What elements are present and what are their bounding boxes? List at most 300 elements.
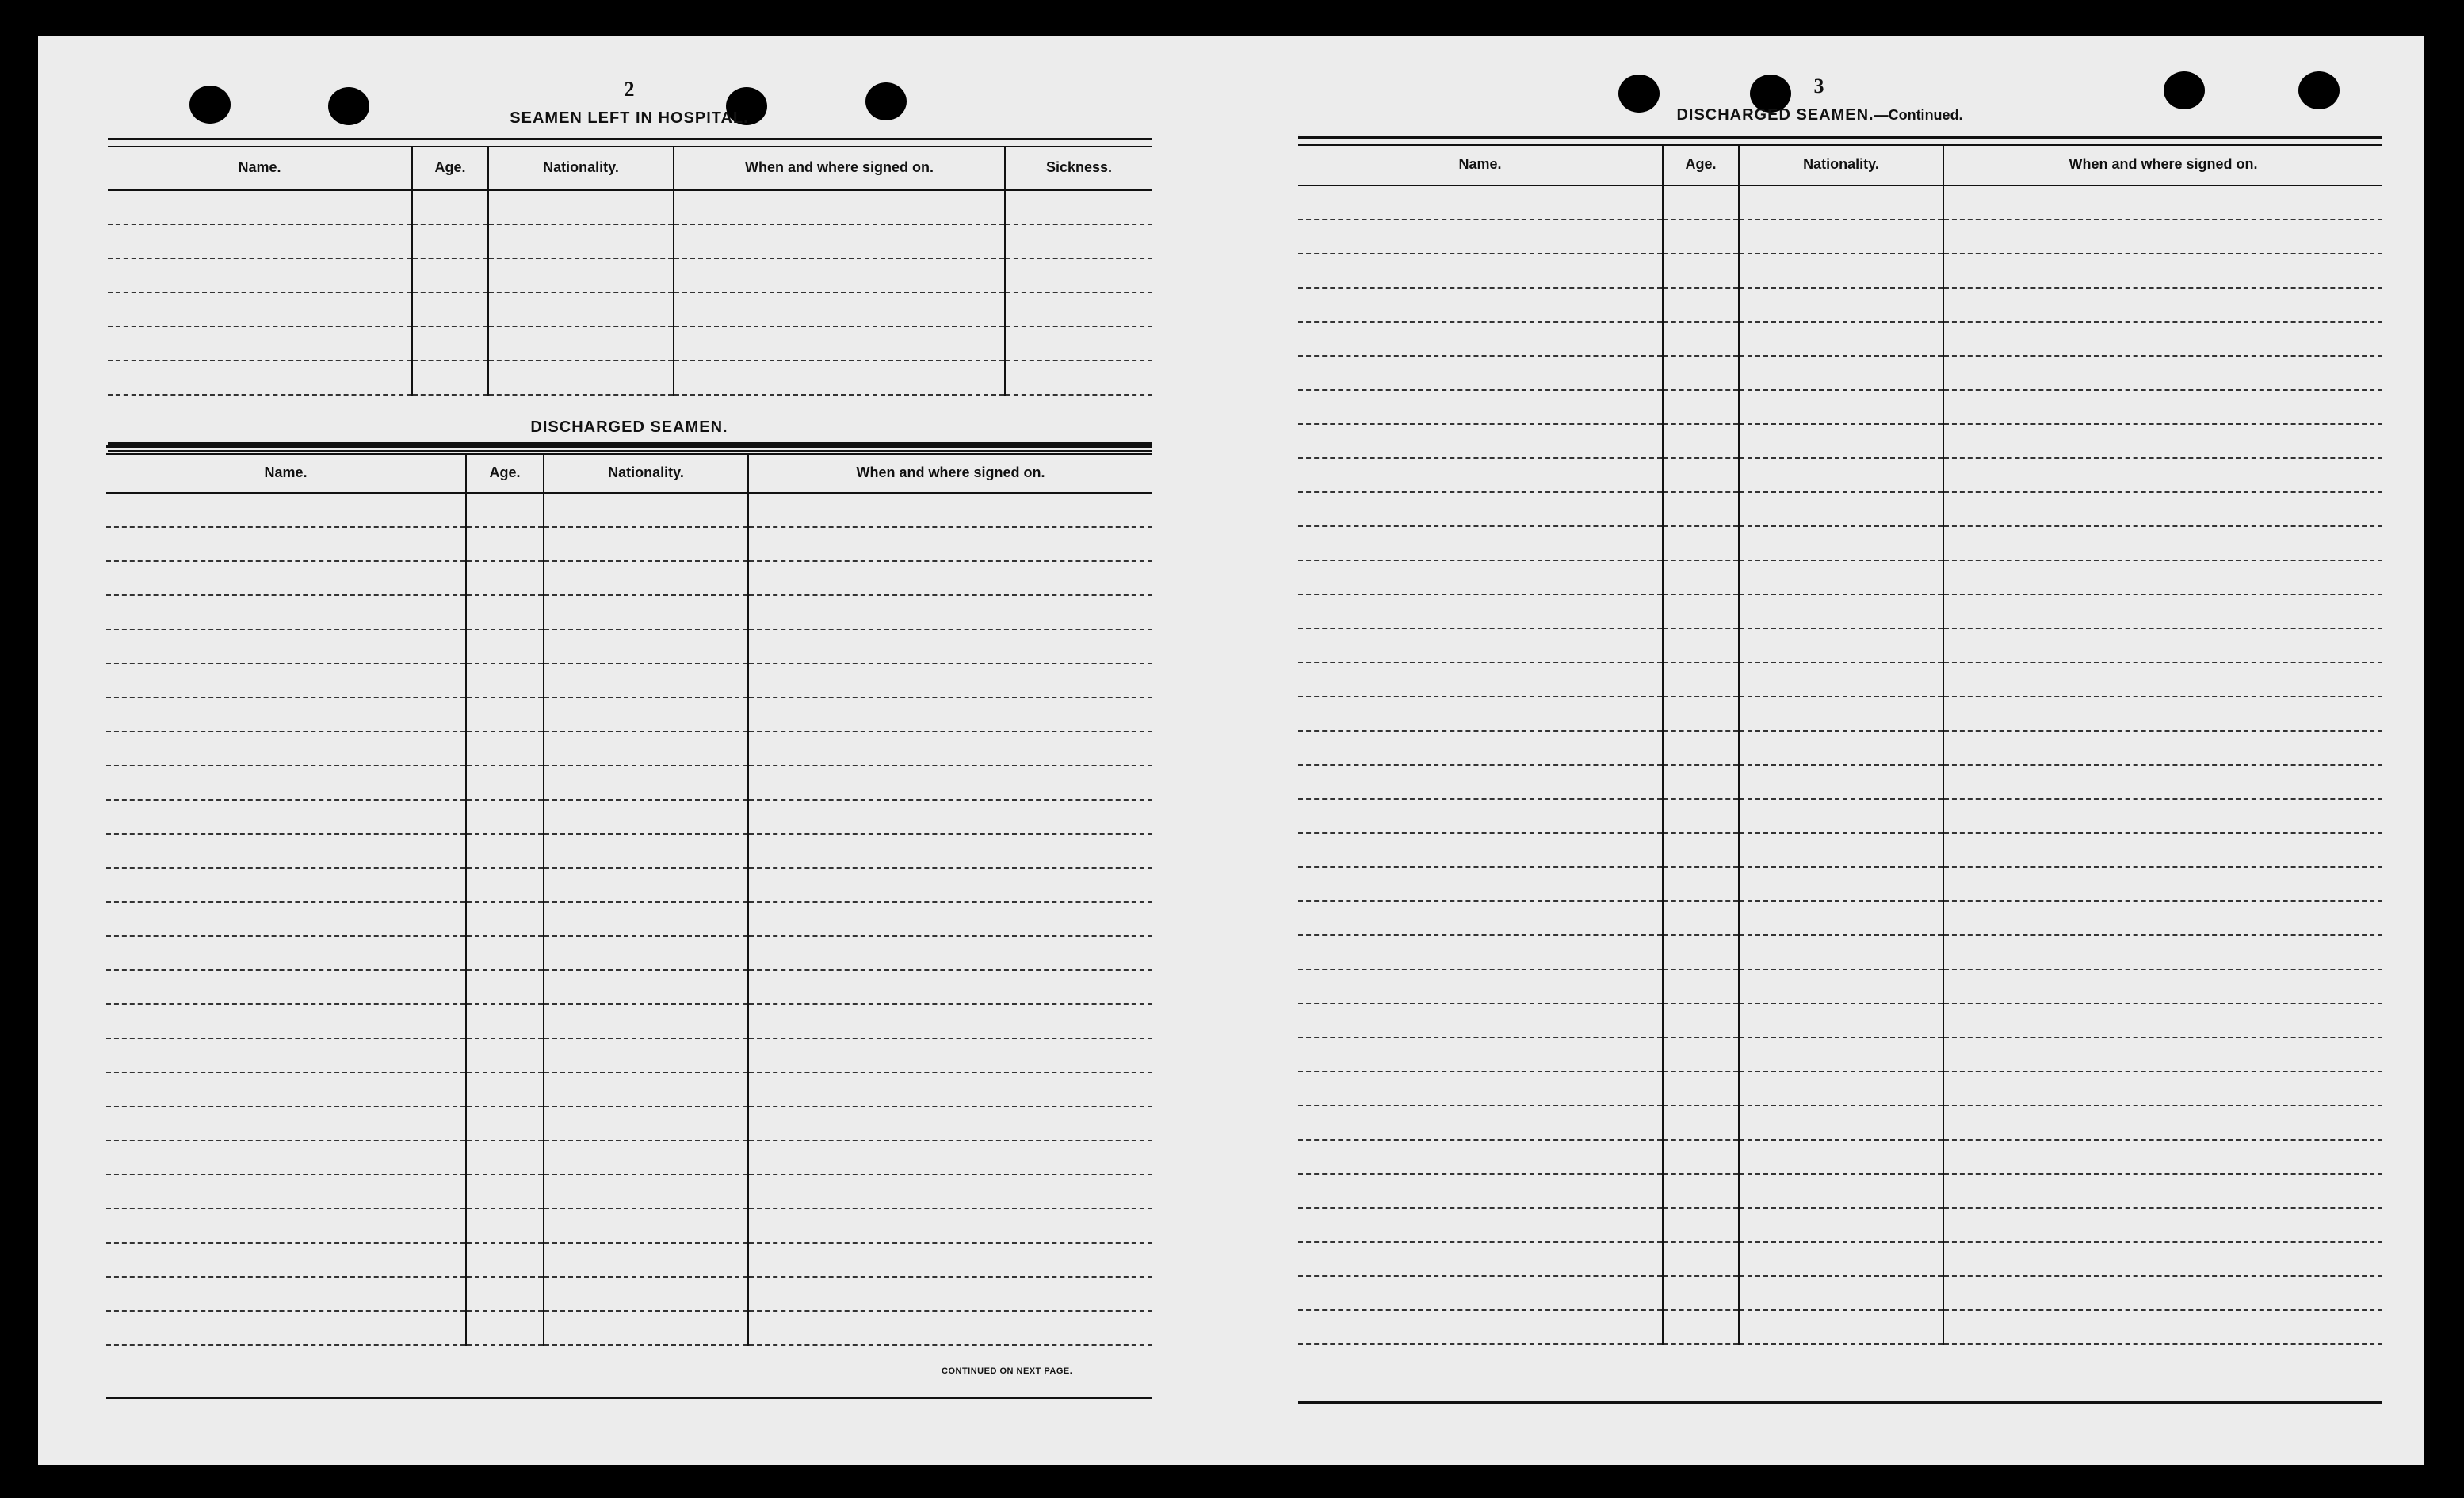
column-header-signed-on: When and where signed on.: [674, 146, 1005, 190]
blank-entry-cell: [748, 561, 1152, 595]
blank-entry-cell: [1739, 322, 1943, 356]
blank-entry-cell: [1663, 629, 1739, 663]
blank-entry-cell: [1739, 1242, 1943, 1276]
blank-entry-cell: [1943, 594, 2382, 629]
blank-entry-cell: [1943, 833, 2382, 867]
continued-note: CONTINUED ON NEXT PAGE.: [942, 1366, 1073, 1376]
blank-entry-cell: [106, 766, 466, 800]
blank-entry-cell: [1739, 594, 1943, 629]
blank-entry-cell: [1739, 390, 1943, 424]
blank-entry-cell: [674, 190, 1005, 224]
blank-entry-cell: [748, 732, 1152, 766]
table-row: [106, 663, 1152, 697]
table-row: [108, 361, 1152, 395]
blank-entry-cell: [466, 834, 544, 868]
blank-entry-cell: [544, 1311, 748, 1345]
blank-entry-cell: [1298, 390, 1663, 424]
table-row: [106, 766, 1152, 800]
blank-entry-cell: [466, 1038, 544, 1072]
table-row: [106, 697, 1152, 732]
blank-entry-cell: [488, 224, 674, 258]
discharged-section-title: DISCHARGED SEAMEN.: [530, 418, 728, 436]
blank-entry-cell: [466, 527, 544, 561]
blank-entry-cell: [1298, 1140, 1663, 1174]
blank-entry-cell: [748, 1141, 1152, 1175]
blank-entry-cell: [488, 190, 674, 224]
blank-entry-cell: [1298, 594, 1663, 629]
blank-entry-cell: [1943, 1174, 2382, 1208]
blank-entry-cell: [1298, 560, 1663, 594]
blank-entry-cell: [1298, 697, 1663, 731]
table-row: [106, 1141, 1152, 1175]
blank-entry-cell: [106, 1141, 466, 1175]
blank-entry-cell: [1943, 1140, 2382, 1174]
blank-entry-cell: [1943, 1038, 2382, 1072]
blank-entry-cell: [1298, 1174, 1663, 1208]
blank-entry-cell: [106, 1038, 466, 1072]
blank-entry-cell: [466, 902, 544, 936]
blank-entry-cell: [1739, 867, 1943, 901]
blank-entry-cell: [1663, 901, 1739, 935]
table-row: [1298, 288, 2382, 322]
blank-entry-cell: [544, 527, 748, 561]
blank-entry-cell: [466, 936, 544, 970]
blank-entry-cell: [1943, 322, 2382, 356]
blank-entry-cell: [1005, 327, 1152, 361]
table-row: [1298, 185, 2382, 220]
table-row: [106, 834, 1152, 868]
blank-entry-cell: [1739, 288, 1943, 322]
blank-entry-cell: [1663, 1106, 1739, 1140]
blank-entry-cell: [466, 561, 544, 595]
blank-entry-cell: [1739, 526, 1943, 560]
blank-entry-cell: [1739, 935, 1943, 969]
table-row: [1298, 594, 2382, 629]
blank-entry-cell: [1663, 1242, 1739, 1276]
blank-entry-cell: [1943, 1208, 2382, 1242]
table-row: [1298, 526, 2382, 560]
blank-entry-cell: [1663, 1140, 1739, 1174]
blank-entry-cell: [466, 970, 544, 1004]
table-row: [106, 1106, 1152, 1141]
table-row: [106, 1311, 1152, 1345]
blank-entry-cell: [1298, 254, 1663, 288]
blank-entry-cell: [106, 902, 466, 936]
blank-entry-cell: [1739, 799, 1943, 833]
blank-entry-cell: [466, 1243, 544, 1277]
column-header-name: Name.: [108, 146, 412, 190]
table-row: [1298, 458, 2382, 492]
blank-entry-cell: [106, 1311, 466, 1345]
blank-entry-cell: [674, 258, 1005, 292]
blank-entry-cell: [1943, 1003, 2382, 1038]
blank-entry-cell: [108, 258, 412, 292]
blank-entry-cell: [544, 663, 748, 697]
blank-entry-cell: [544, 1243, 748, 1277]
blank-entry-cell: [1298, 1106, 1663, 1140]
title-main: DISCHARGED SEAMEN.: [1676, 106, 1874, 124]
blank-entry-cell: [674, 327, 1005, 361]
blank-entry-cell: [748, 1311, 1152, 1345]
blank-entry-cell: [1298, 288, 1663, 322]
blank-entry-cell: [1663, 594, 1739, 629]
blank-entry-cell: [1663, 1003, 1739, 1038]
blank-entry-cell: [1739, 969, 1943, 1003]
punch-hole: [2164, 71, 2205, 109]
blank-entry-cell: [466, 800, 544, 834]
punch-hole: [328, 87, 369, 125]
hospital-table: [108, 138, 1152, 450]
blank-entry-cell: [748, 800, 1152, 834]
blank-entry-cell: [1739, 1174, 1943, 1208]
column-header-signed-on: When and where signed on.: [748, 453, 1152, 493]
blank-entry-cell: [1943, 185, 2382, 220]
blank-entry-cell: [1739, 458, 1943, 492]
blank-entry-cell: [108, 224, 412, 258]
blank-entry-cell: [1663, 526, 1739, 560]
blank-entry-cell: [1739, 1003, 1943, 1038]
blank-entry-cell: [1663, 765, 1739, 799]
blank-entry-cell: [1005, 258, 1152, 292]
blank-entry-cell: [544, 595, 748, 629]
blank-entry-cell: [1943, 935, 2382, 969]
blank-entry-cell: [748, 1277, 1152, 1311]
blank-entry-cell: [466, 493, 544, 527]
table-row: [108, 292, 1152, 327]
blank-entry-cell: [748, 834, 1152, 868]
blank-entry-cell: [106, 1209, 466, 1243]
blank-entry-cell: [1298, 901, 1663, 935]
blank-entry-cell: [1943, 1106, 2382, 1140]
blank-entry-cell: [544, 732, 748, 766]
blank-entry-cell: [1943, 254, 2382, 288]
blank-entry-cell: [1739, 560, 1943, 594]
blank-entry-cell: [1298, 424, 1663, 458]
table-row: [106, 629, 1152, 663]
blank-entry-cell: [1298, 492, 1663, 526]
table-row: [1298, 492, 2382, 526]
table-row: [1298, 935, 2382, 969]
blank-entry-cell: [1739, 1106, 1943, 1140]
table-row: [1298, 799, 2382, 833]
blank-entry-cell: [1943, 424, 2382, 458]
page-number-left: 2: [624, 78, 635, 101]
blank-entry-cell: [544, 1004, 748, 1038]
blank-entry-cell: [466, 1311, 544, 1345]
column-header-age: Age.: [466, 453, 544, 493]
column-header-signed-on: When and where signed on.: [1943, 144, 2382, 185]
blank-entry-cell: [544, 1209, 748, 1243]
blank-entry-cell: [1663, 969, 1739, 1003]
blank-entry-cell: [1943, 629, 2382, 663]
blank-entry-cell: [1943, 390, 2382, 424]
blank-entry-cell: [1663, 935, 1739, 969]
table-row: [106, 800, 1152, 834]
blank-entry-cell: [1298, 1003, 1663, 1038]
blank-entry-cell: [1943, 560, 2382, 594]
page-number-right: 3: [1813, 75, 1824, 97]
blank-entry-cell: [106, 800, 466, 834]
table-row: [1298, 1208, 2382, 1242]
blank-entry-cell: [466, 1106, 544, 1141]
blank-entry-cell: [488, 258, 674, 292]
blank-entry-cell: [106, 1277, 466, 1311]
blank-entry-cell: [748, 1243, 1152, 1277]
blank-entry-cell: [748, 936, 1152, 970]
table-row: [106, 1038, 1152, 1072]
blank-entry-cell: [748, 1175, 1152, 1209]
table-row: [106, 1004, 1152, 1038]
blank-entry-cell: [544, 1277, 748, 1311]
blank-entry-cell: [748, 629, 1152, 663]
blank-entry-cell: [466, 1141, 544, 1175]
punch-hole: [2298, 71, 2340, 109]
table-row: [108, 224, 1152, 258]
blank-entry-cell: [1298, 969, 1663, 1003]
table-row: [1298, 663, 2382, 697]
blank-entry-cell: [1663, 663, 1739, 697]
blank-entry-cell: [466, 1004, 544, 1038]
blank-entry-cell: [106, 493, 466, 527]
blank-entry-cell: [108, 327, 412, 361]
blank-entry-cell: [1663, 833, 1739, 867]
blank-entry-cell: [1298, 220, 1663, 254]
blank-entry-cell: [1663, 185, 1739, 220]
blank-entry-cell: [1739, 356, 1943, 390]
blank-entry-cell: [1943, 356, 2382, 390]
blank-entry-cell: [1943, 1310, 2382, 1344]
table-bottom-rule: [1298, 1401, 2382, 1404]
blank-entry-cell: [106, 561, 466, 595]
blank-entry-cell: [1298, 1038, 1663, 1072]
blank-entry-cell: [748, 595, 1152, 629]
blank-entry-cell: [748, 1072, 1152, 1106]
column-header-name: Name.: [1298, 144, 1663, 185]
blank-entry-cell: [1298, 356, 1663, 390]
blank-entry-cell: [1663, 1174, 1739, 1208]
blank-entry-cell: [748, 697, 1152, 732]
blank-entry-cell: [1663, 1038, 1739, 1072]
blank-entry-cell: [1943, 492, 2382, 526]
blank-entry-cell: [1298, 458, 1663, 492]
blank-entry-cell: [466, 697, 544, 732]
blank-entry-cell: [1663, 492, 1739, 526]
blank-entry-cell: [466, 1072, 544, 1106]
table-row: [106, 1243, 1152, 1277]
blank-entry-cell: [1739, 424, 1943, 458]
blank-entry-cell: [106, 663, 466, 697]
blank-entry-cell: [1298, 731, 1663, 765]
blank-entry-cell: [1663, 1072, 1739, 1106]
blank-entry-cell: [1298, 1208, 1663, 1242]
table-row: [1298, 969, 2382, 1003]
blank-entry-cell: [1663, 390, 1739, 424]
blank-entry-cell: [106, 868, 466, 902]
blank-entry-cell: [1298, 1072, 1663, 1106]
blank-entry-cell: [674, 292, 1005, 327]
table-row: [1298, 833, 2382, 867]
table-row: [1298, 1106, 2382, 1140]
blank-entry-cell: [412, 258, 488, 292]
blank-entry-cell: [544, 697, 748, 732]
blank-entry-cell: [488, 292, 674, 327]
punch-hole: [1618, 75, 1660, 113]
blank-entry-cell: [1005, 224, 1152, 258]
blank-entry-cell: [1298, 833, 1663, 867]
blank-entry-cell: [544, 629, 748, 663]
blank-entry-cell: [1943, 697, 2382, 731]
blank-entry-cell: [748, 1038, 1152, 1072]
table-row: [1298, 220, 2382, 254]
blank-entry-cell: [466, 1277, 544, 1311]
table-bottom-rule: [106, 1397, 1152, 1399]
punch-hole: [189, 86, 231, 124]
table-row: [1298, 1072, 2382, 1106]
blank-entry-cell: [748, 868, 1152, 902]
blank-entry-cell: [106, 697, 466, 732]
discharged-table-right: [1298, 136, 2382, 1408]
blank-entry-cell: [748, 902, 1152, 936]
blank-entry-cell: [466, 595, 544, 629]
blank-entry-cell: [748, 766, 1152, 800]
blank-entry-cell: [1739, 731, 1943, 765]
blank-entry-cell: [1298, 935, 1663, 969]
blank-entry-cell: [544, 766, 748, 800]
table-row: [108, 190, 1152, 224]
table-row: [1298, 629, 2382, 663]
blank-entry-cell: [1739, 629, 1943, 663]
table-row: [1298, 1242, 2382, 1276]
blank-entry-cell: [412, 327, 488, 361]
blank-entry-cell: [1739, 1072, 1943, 1106]
blank-entry-cell: [1739, 1140, 1943, 1174]
blank-entry-cell: [674, 224, 1005, 258]
blank-entry-cell: [106, 1072, 466, 1106]
blank-entry-cell: [1663, 799, 1739, 833]
blank-entry-cell: [108, 292, 412, 327]
blank-entry-cell: [1739, 254, 1943, 288]
blank-entry-cell: [1298, 867, 1663, 901]
blank-entry-cell: [1739, 1038, 1943, 1072]
blank-entry-cell: [1663, 220, 1739, 254]
blank-entry-cell: [1943, 1242, 2382, 1276]
table-row: [106, 527, 1152, 561]
blank-entry-cell: [748, 1106, 1152, 1141]
blank-entry-cell: [1739, 833, 1943, 867]
blank-entry-cell: [106, 936, 466, 970]
blank-entry-cell: [1739, 1208, 1943, 1242]
blank-entry-cell: [1943, 969, 2382, 1003]
blank-entry-cell: [1943, 288, 2382, 322]
blank-entry-cell: [466, 1175, 544, 1209]
table-row: [1298, 356, 2382, 390]
blank-entry-cell: [1739, 492, 1943, 526]
table-row: [106, 595, 1152, 629]
blank-entry-cell: [748, 493, 1152, 527]
blank-entry-cell: [412, 190, 488, 224]
blank-entry-cell: [1943, 731, 2382, 765]
punch-hole: [865, 82, 907, 120]
blank-entry-cell: [1298, 799, 1663, 833]
table-row: [106, 1072, 1152, 1106]
table-row: [106, 1209, 1152, 1243]
blank-entry-cell: [466, 766, 544, 800]
blank-entry-cell: [748, 527, 1152, 561]
table-row: [1298, 424, 2382, 458]
blank-entry-cell: [1943, 901, 2382, 935]
blank-entry-cell: [748, 663, 1152, 697]
blank-entry-cell: [748, 1004, 1152, 1038]
table-row: [1298, 1310, 2382, 1344]
blank-entry-cell: [1943, 1276, 2382, 1310]
blank-entry-cell: [544, 493, 748, 527]
column-header-nationality: Nationality.: [544, 453, 748, 493]
blank-entry-cell: [544, 902, 748, 936]
table-row: [1298, 1038, 2382, 1072]
blank-entry-cell: [1298, 765, 1663, 799]
blank-entry-cell: [1739, 220, 1943, 254]
table-row: [1298, 1003, 2382, 1038]
blank-entry-cell: [544, 970, 748, 1004]
blank-entry-cell: [488, 361, 674, 395]
blank-entry-cell: [1739, 185, 1943, 220]
blank-entry-cell: [106, 1175, 466, 1209]
blank-entry-cell: [106, 595, 466, 629]
blank-entry-cell: [1943, 765, 2382, 799]
blank-entry-cell: [412, 292, 488, 327]
table-row: [1298, 322, 2382, 356]
blank-entry-cell: [748, 1209, 1152, 1243]
blank-entry-cell: [1663, 254, 1739, 288]
blank-entry-cell: [1663, 424, 1739, 458]
blank-entry-cell: [544, 936, 748, 970]
blank-entry-cell: [1298, 322, 1663, 356]
blank-entry-cell: [1298, 663, 1663, 697]
blank-entry-cell: [1663, 1276, 1739, 1310]
table-row: [1298, 697, 2382, 731]
blank-entry-cell: [1663, 731, 1739, 765]
hospital-section-title: SEAMEN LEFT IN HOSPITAL.: [510, 109, 749, 127]
blank-entry-cell: [544, 1141, 748, 1175]
table-row: [106, 868, 1152, 902]
blank-entry-cell: [466, 868, 544, 902]
blank-entry-cell: [1739, 901, 1943, 935]
blank-entry-cell: [1005, 292, 1152, 327]
blank-entry-cell: [1943, 663, 2382, 697]
blank-entry-cell: [466, 629, 544, 663]
blank-entry-cell: [544, 868, 748, 902]
blank-entry-cell: [1298, 1242, 1663, 1276]
blank-entry-cell: [1663, 1208, 1739, 1242]
blank-entry-cell: [1663, 458, 1739, 492]
blank-entry-cell: [466, 1209, 544, 1243]
blank-entry-cell: [544, 1175, 748, 1209]
discharged-table-left: [106, 445, 1152, 1404]
blank-entry-cell: [106, 1004, 466, 1038]
blank-entry-cell: [1298, 1310, 1663, 1344]
table-row: [1298, 390, 2382, 424]
blank-entry-cell: [1663, 322, 1739, 356]
blank-entry-cell: [466, 663, 544, 697]
blank-entry-cell: [1663, 560, 1739, 594]
blank-entry-cell: [1739, 765, 1943, 799]
table-row: [108, 327, 1152, 361]
blank-entry-cell: [108, 361, 412, 395]
blank-entry-cell: [544, 834, 748, 868]
blank-entry-cell: [488, 327, 674, 361]
table-row: [1298, 901, 2382, 935]
table-row: [1298, 1140, 2382, 1174]
